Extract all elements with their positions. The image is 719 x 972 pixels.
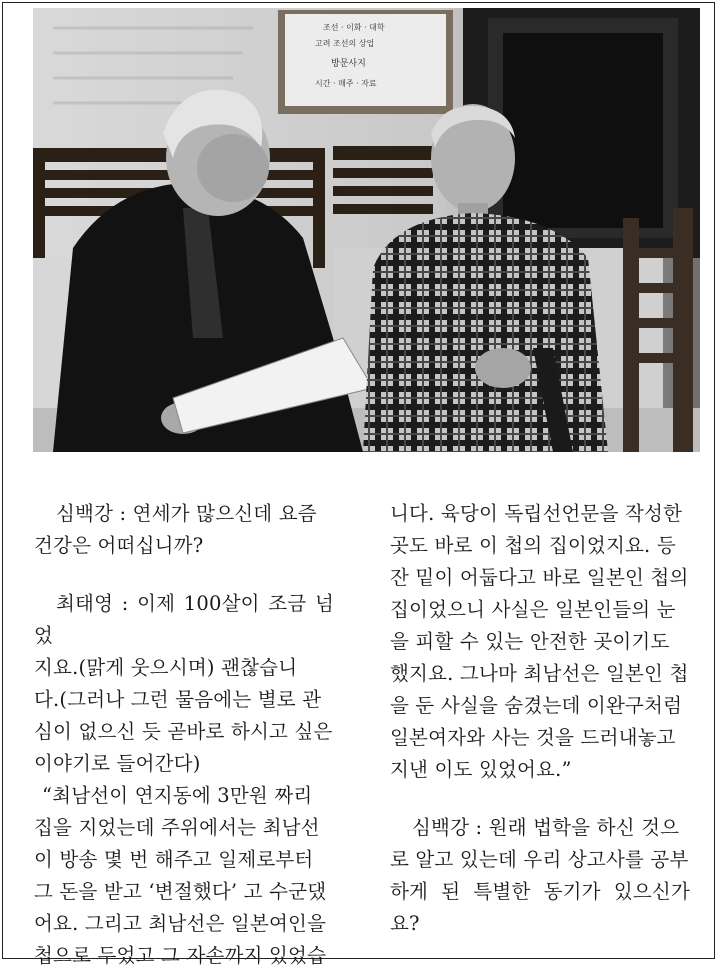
question-motivation: 심백강 : 원래 법학을 하신 것으 로 알고 있는데 우리 상고사를 공부 하게 된 특별한 동기가 있으신가요? [390,816,690,935]
quote-choi-namseon: “최남선이 연지동에 3만원 짜리 집을 지었는데 주위에서는 최남선 이 방송 몇 번 해주고 일제로부터 그 돈을 받고 ‘변절했다’ 고 수군댔 어요. 그리고 최남선은 일본여인을 첩으로 두었고 그 자손까지 있었습 [34,784,327,967]
interview-photo [33,8,700,452]
question-health: 심백강 : 연세가 많으신데 요즘 건강은 어떠십니까? [34,502,317,557]
left-column [34,498,334,972]
notice-line-1: 조선 · 이화 · 대학 [323,23,385,32]
wall-notice [278,10,453,114]
notice-line-2: 고려 조선의 상업 [315,39,375,48]
answer-health: 최태영 : 이제 100살이 조금 넘었 지요.(맑게 웃으시며) 괜찮습니 다.(그러나 그런 물음에는 별로 관 심이 없으신 듯 곧바로 하시고 싶은 이야기로 들어간다) [34,592,334,775]
notice-line-4: 시간 · 매주 · 자료 [315,79,377,88]
notice-line-3: 방문사지 [331,59,366,69]
quote-continuation: 니다. 육당이 독립선언문을 작성한 곳도 바로 이 첩의 집이었지요. 등 잔 밑이 어둡다고 바로 일본인 첩의 집이었으니 사실은 일본인들의 눈 을 피할 수 있는 안전한 곳이기도 했지요. 그나마 최남선은 일본인 첩 을 둔 사실을 숨겼는데 이완구처럼 일본여자와 사는 것을 드러내놓고 지낸 이도 있었어요.” [390,502,689,781]
right-column [390,498,690,940]
